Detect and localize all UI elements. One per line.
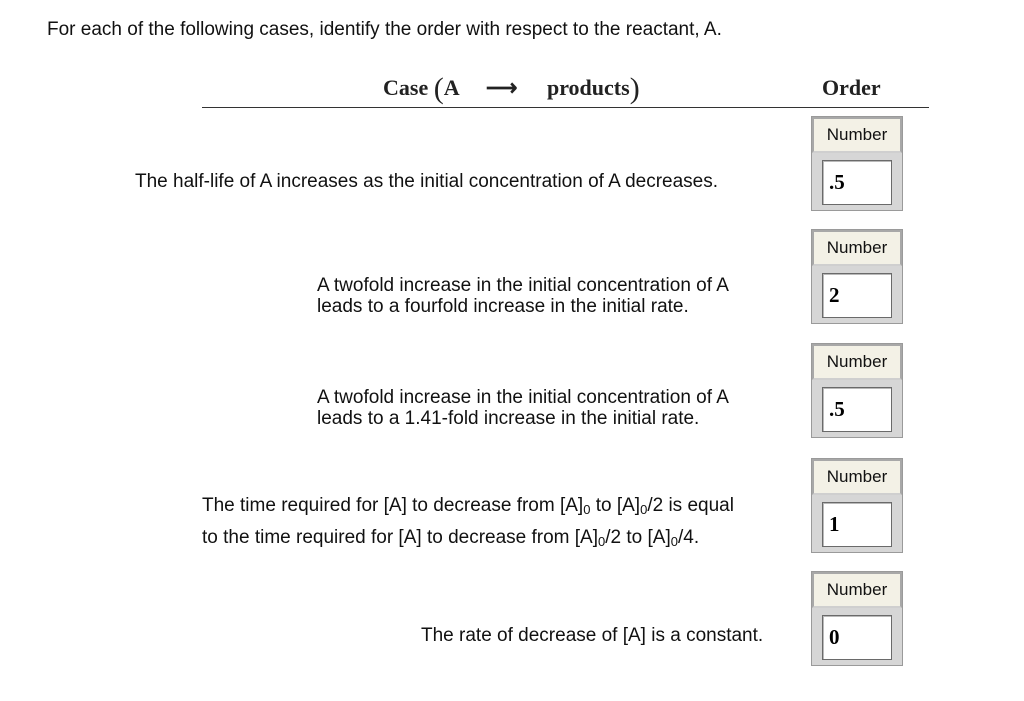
case-products: products (546, 75, 630, 100)
case-5-number-label: Number (812, 572, 902, 608)
case-2-line-1: A twofold increase in the initial concentration of A (317, 275, 729, 296)
open-paren: ( (433, 72, 444, 105)
case-column-header (383, 72, 640, 106)
case-1-number-label: Number (812, 117, 902, 153)
case-4-order-input[interactable] (822, 502, 892, 547)
case-4-number-label: Number (812, 459, 902, 495)
case-label: Case (383, 75, 429, 100)
case-1-answer-box (811, 116, 903, 211)
case-2-number-label: Number (812, 230, 902, 266)
case-3-text (317, 387, 729, 429)
case-3-line-2: leads to a 1.41-fold increase in the initial rate. (317, 408, 700, 429)
case-5-text: The rate of decrease of [A] is a constant. (421, 625, 764, 646)
case-2-answer-box (811, 229, 903, 324)
reaction-arrow-icon: ⟶ (485, 75, 518, 100)
case-2-order-input[interactable] (822, 273, 892, 318)
order-column-header: Order (822, 75, 881, 100)
case-5-answer-box (811, 571, 903, 666)
case-2-line-2: leads to a fourfold increase in the initial rate. (317, 296, 689, 317)
case-4-line-2: to the time required for [A] to decrease from $[A]_0/2$ to $[A]_0/4$. (202, 527, 700, 549)
instructions: For each of the following cases, identify the order with respect to the reactant, A. (47, 19, 722, 40)
case-reactant: A (443, 75, 459, 100)
case-4-line-1: The time required for [A] to decrease from $[A]_0$ to $[A]_0/2$ is equal (202, 495, 734, 517)
case-4-text (202, 492, 734, 556)
case-3-answer-box (811, 343, 903, 438)
case-1-text: The half-life of A increases as the initial concentration of A decreases. (135, 171, 719, 192)
case-2-text (317, 275, 729, 317)
header-divider (202, 107, 929, 108)
case-3-order-input[interactable] (822, 387, 892, 432)
case-5-order-input[interactable] (822, 615, 892, 660)
case-1-order-input[interactable] (822, 160, 892, 205)
case-3-number-label: Number (812, 344, 902, 380)
case-3-line-1: A twofold increase in the initial concentration of A (317, 387, 729, 408)
close-paren: ) (629, 72, 640, 105)
case-4-answer-box (811, 458, 903, 553)
